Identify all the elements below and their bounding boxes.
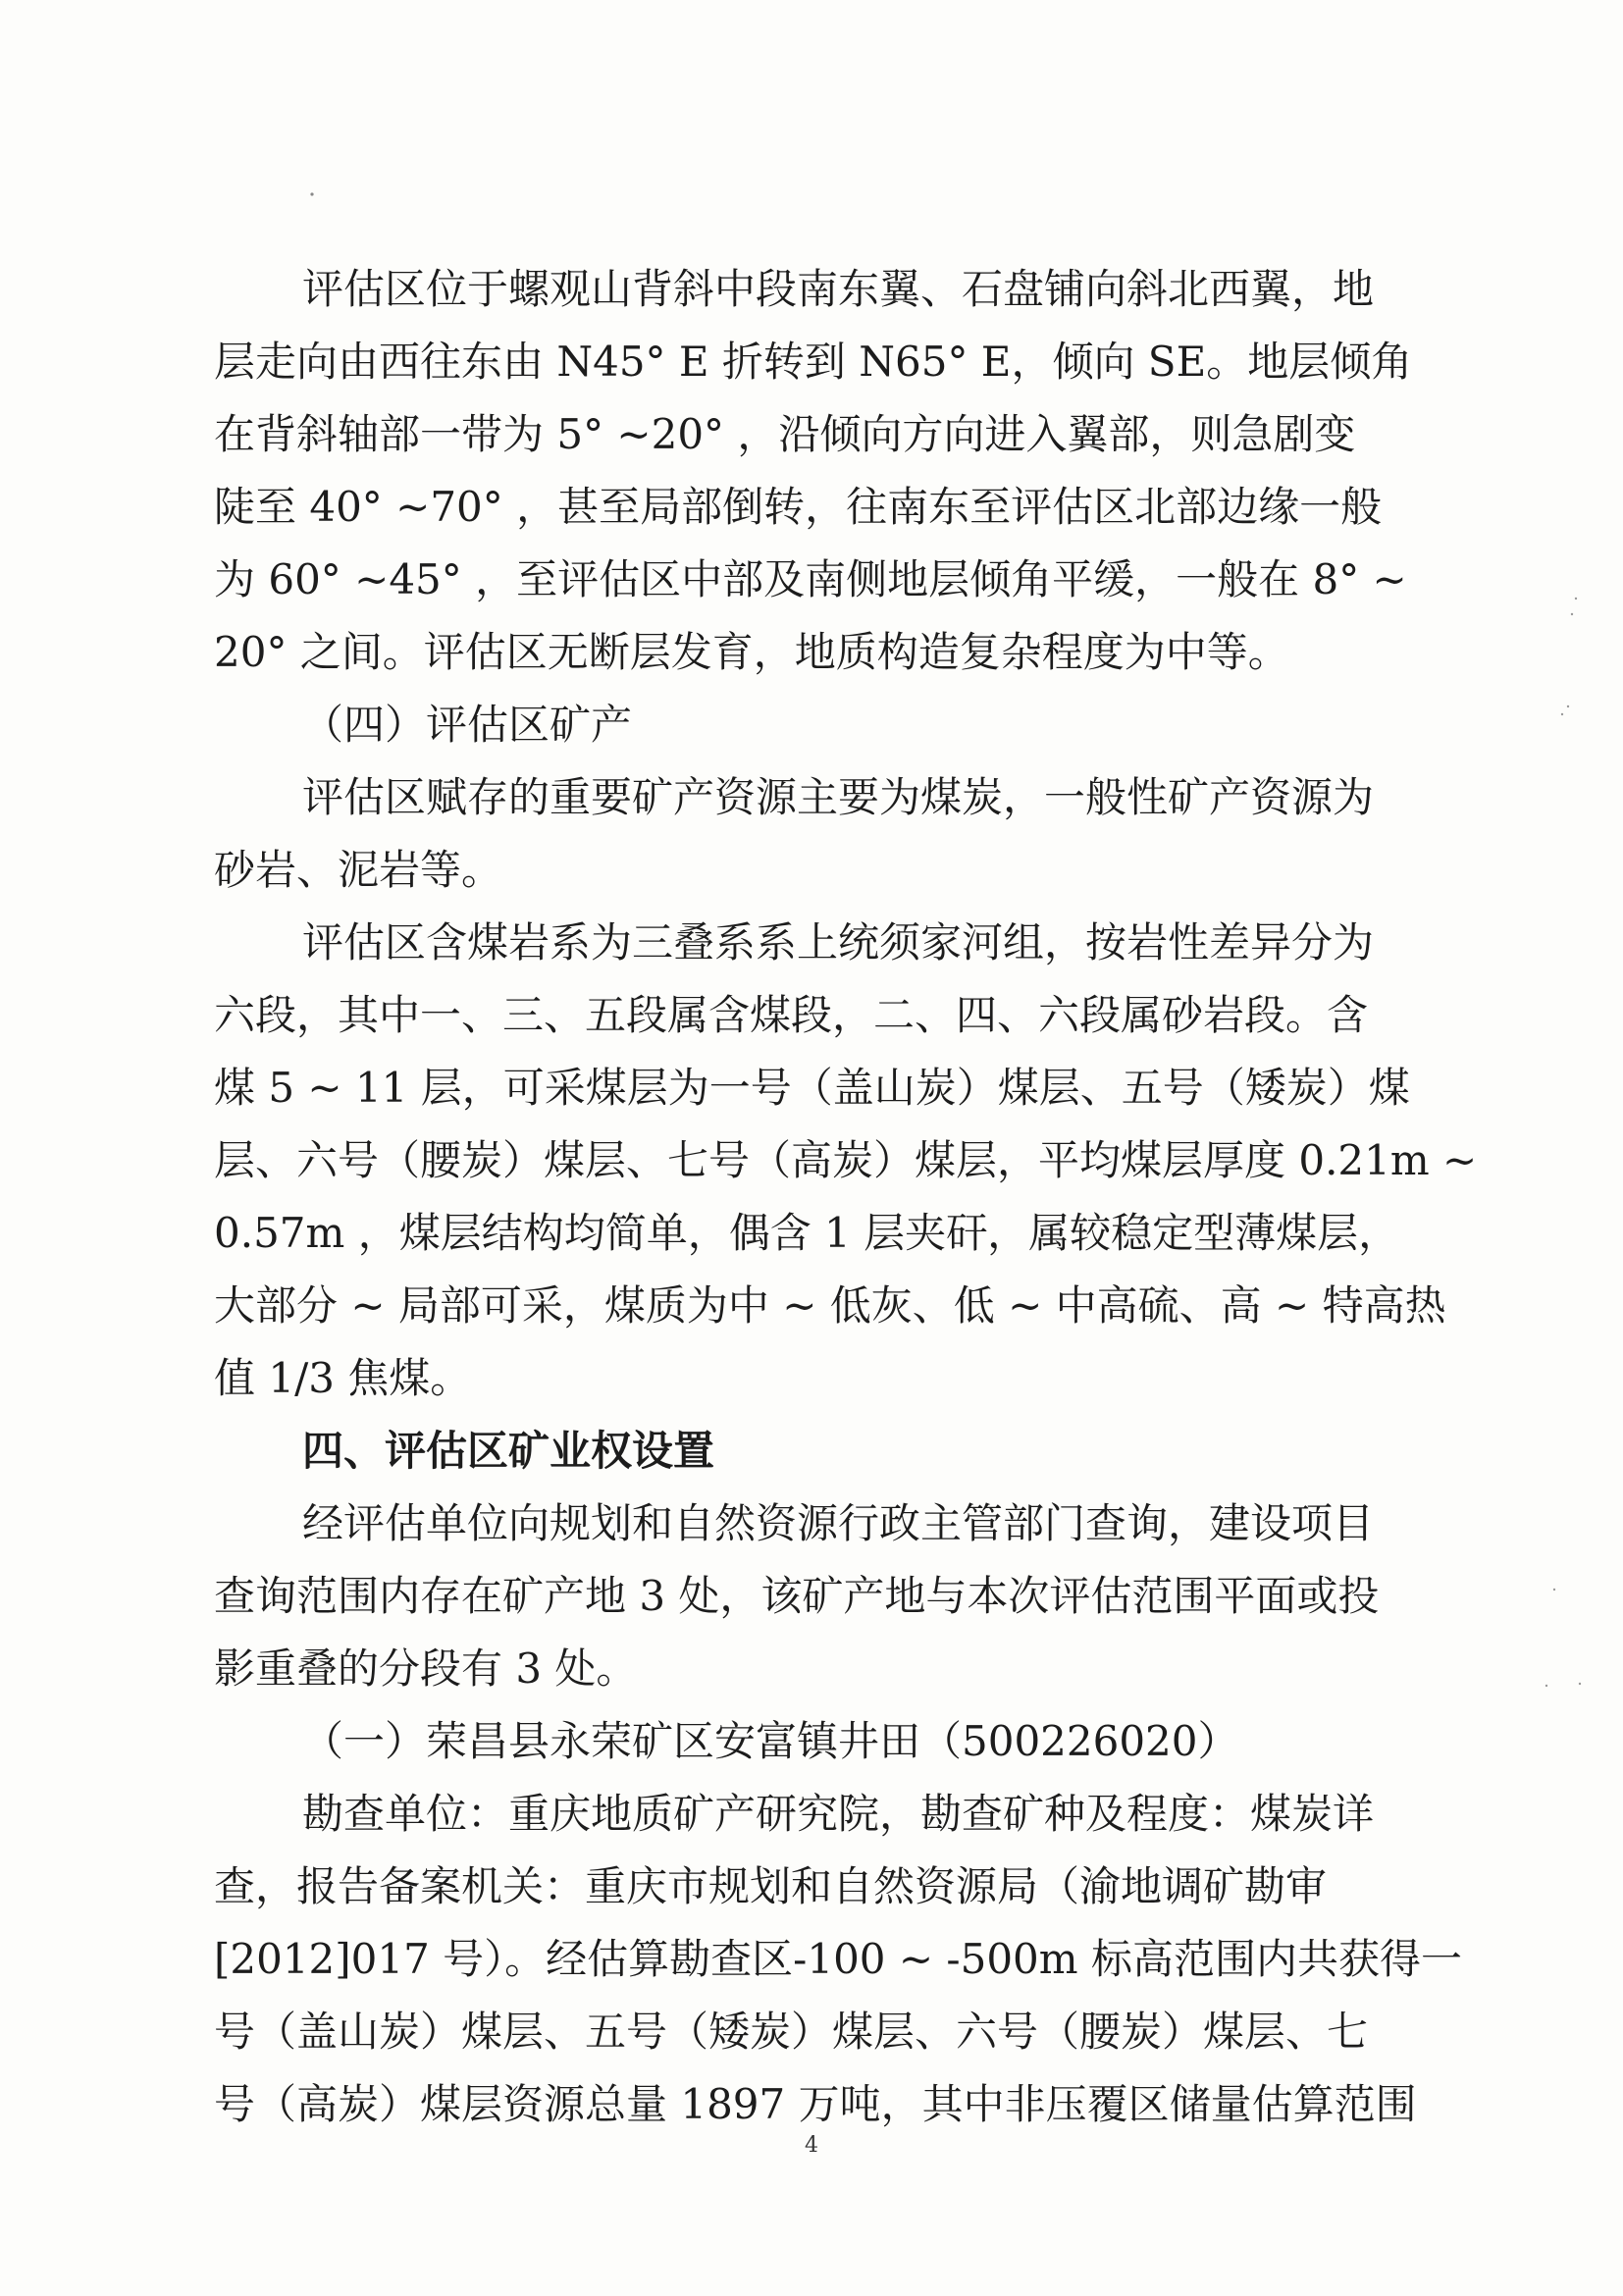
paragraph-line: 查，报告备案机关：重庆市规划和自然资源局（渝地调矿勘审 [214,1862,1328,1910]
paragraph-line: 评估区含煤岩系为三叠系系上统须家河组，按岩性差异分为 [302,918,1375,966]
scan-speck [1553,1589,1555,1591]
paragraph-line: 20° 之间。评估区无断层发育，地质构造复杂程度为中等。 [214,628,1289,676]
paragraph-line: 陡至 40° ~70° ，甚至局部倒转，往南东至评估区北部边缘一般 [214,483,1383,531]
paragraph-line: 号（高炭）煤层资源总量 1897 万吨，其中非压覆区储量估算范围 [214,2080,1417,2128]
paragraph-line: （一）荣昌县永荣矿区安富镇井田（500226020） [302,1717,1239,1765]
section-heading-line: 四、评估区矿业权设置 [302,1427,715,1475]
paragraph-line: 勘查单位：重庆地质矿产研究院，勘查矿种及程度：煤炭详 [302,1790,1375,1838]
page-number: 4 [805,2133,818,2158]
scan-speck [1579,1683,1581,1685]
scan-speck [1561,713,1563,715]
paragraph-line: 号（盖山炭）煤层、五号（矮炭）煤层、六号（腰炭）煤层、七 [214,2008,1369,2056]
paragraph-line: 六段，其中一、三、五段属含煤段，二、四、六段属砂岩段。含 [214,991,1369,1039]
paragraph-line: 层走向由西往东由 N45° E 折转到 N65° E，倾向 SE。地层倾角 [214,338,1413,386]
paragraph-line: （四）评估区矿产 [302,701,633,749]
body-text [214,253,1478,2141]
paragraph-line: 煤 5 ~ 11 层，可采煤层为一号（盖山炭）煤层、五号（矮炭）煤 [214,1064,1410,1112]
paragraph-line: 为 60° ~45° ，至评估区中部及南侧地层倾角平缓，一般在 8° ~ [214,555,1407,603]
paragraph-line: [2012]017 号）。经估算勘查区-100 ~ -500m 标高范围内共获得一 [214,1935,1462,1983]
paragraph-line: 值 1/3 焦煤。 [214,1354,472,1402]
paragraph-line: 评估区位于螺观山背斜中段南东翼、石盘铺向斜北西翼，地 [302,265,1375,313]
paragraph-line: 大部分 ~ 局部可采，煤质为中 ~ 低灰、低 ~ 中高硫、高 ~ 特高热 [214,1281,1446,1330]
scan-speck [1545,1685,1547,1687]
paragraph-line: 查询范围内存在矿产地 3 处，该矿产地与本次评估范围平面或投 [214,1572,1380,1620]
scan-speck [310,192,313,195]
paragraph-line: 经评估单位向规划和自然资源行政主管部门查询，建设项目 [302,1499,1375,1547]
paragraph-line: 评估区赋存的重要矿产资源主要为煤炭，一般性矿产资源为 [302,773,1375,821]
scan-speck [1575,598,1577,600]
scan-speck [1567,705,1569,707]
paragraph-line: 在背斜轴部一带为 5° ~20° ，沿倾向方向进入翼部，则急剧变 [214,410,1356,458]
paragraph-line: 影重叠的分段有 3 处。 [214,1644,638,1693]
scan-speck [1571,613,1573,615]
paragraph-line: 0.57m ，煤层结构均简单，偶含 1 层夹矸，属较稳定型薄煤层， [214,1209,1400,1257]
paragraph-line: 层、六号（腰炭）煤层、七号（高炭）煤层，平均煤层厚度 0.21m ~ [214,1136,1478,1184]
paragraph-line: 砂岩、泥岩等。 [214,846,503,894]
